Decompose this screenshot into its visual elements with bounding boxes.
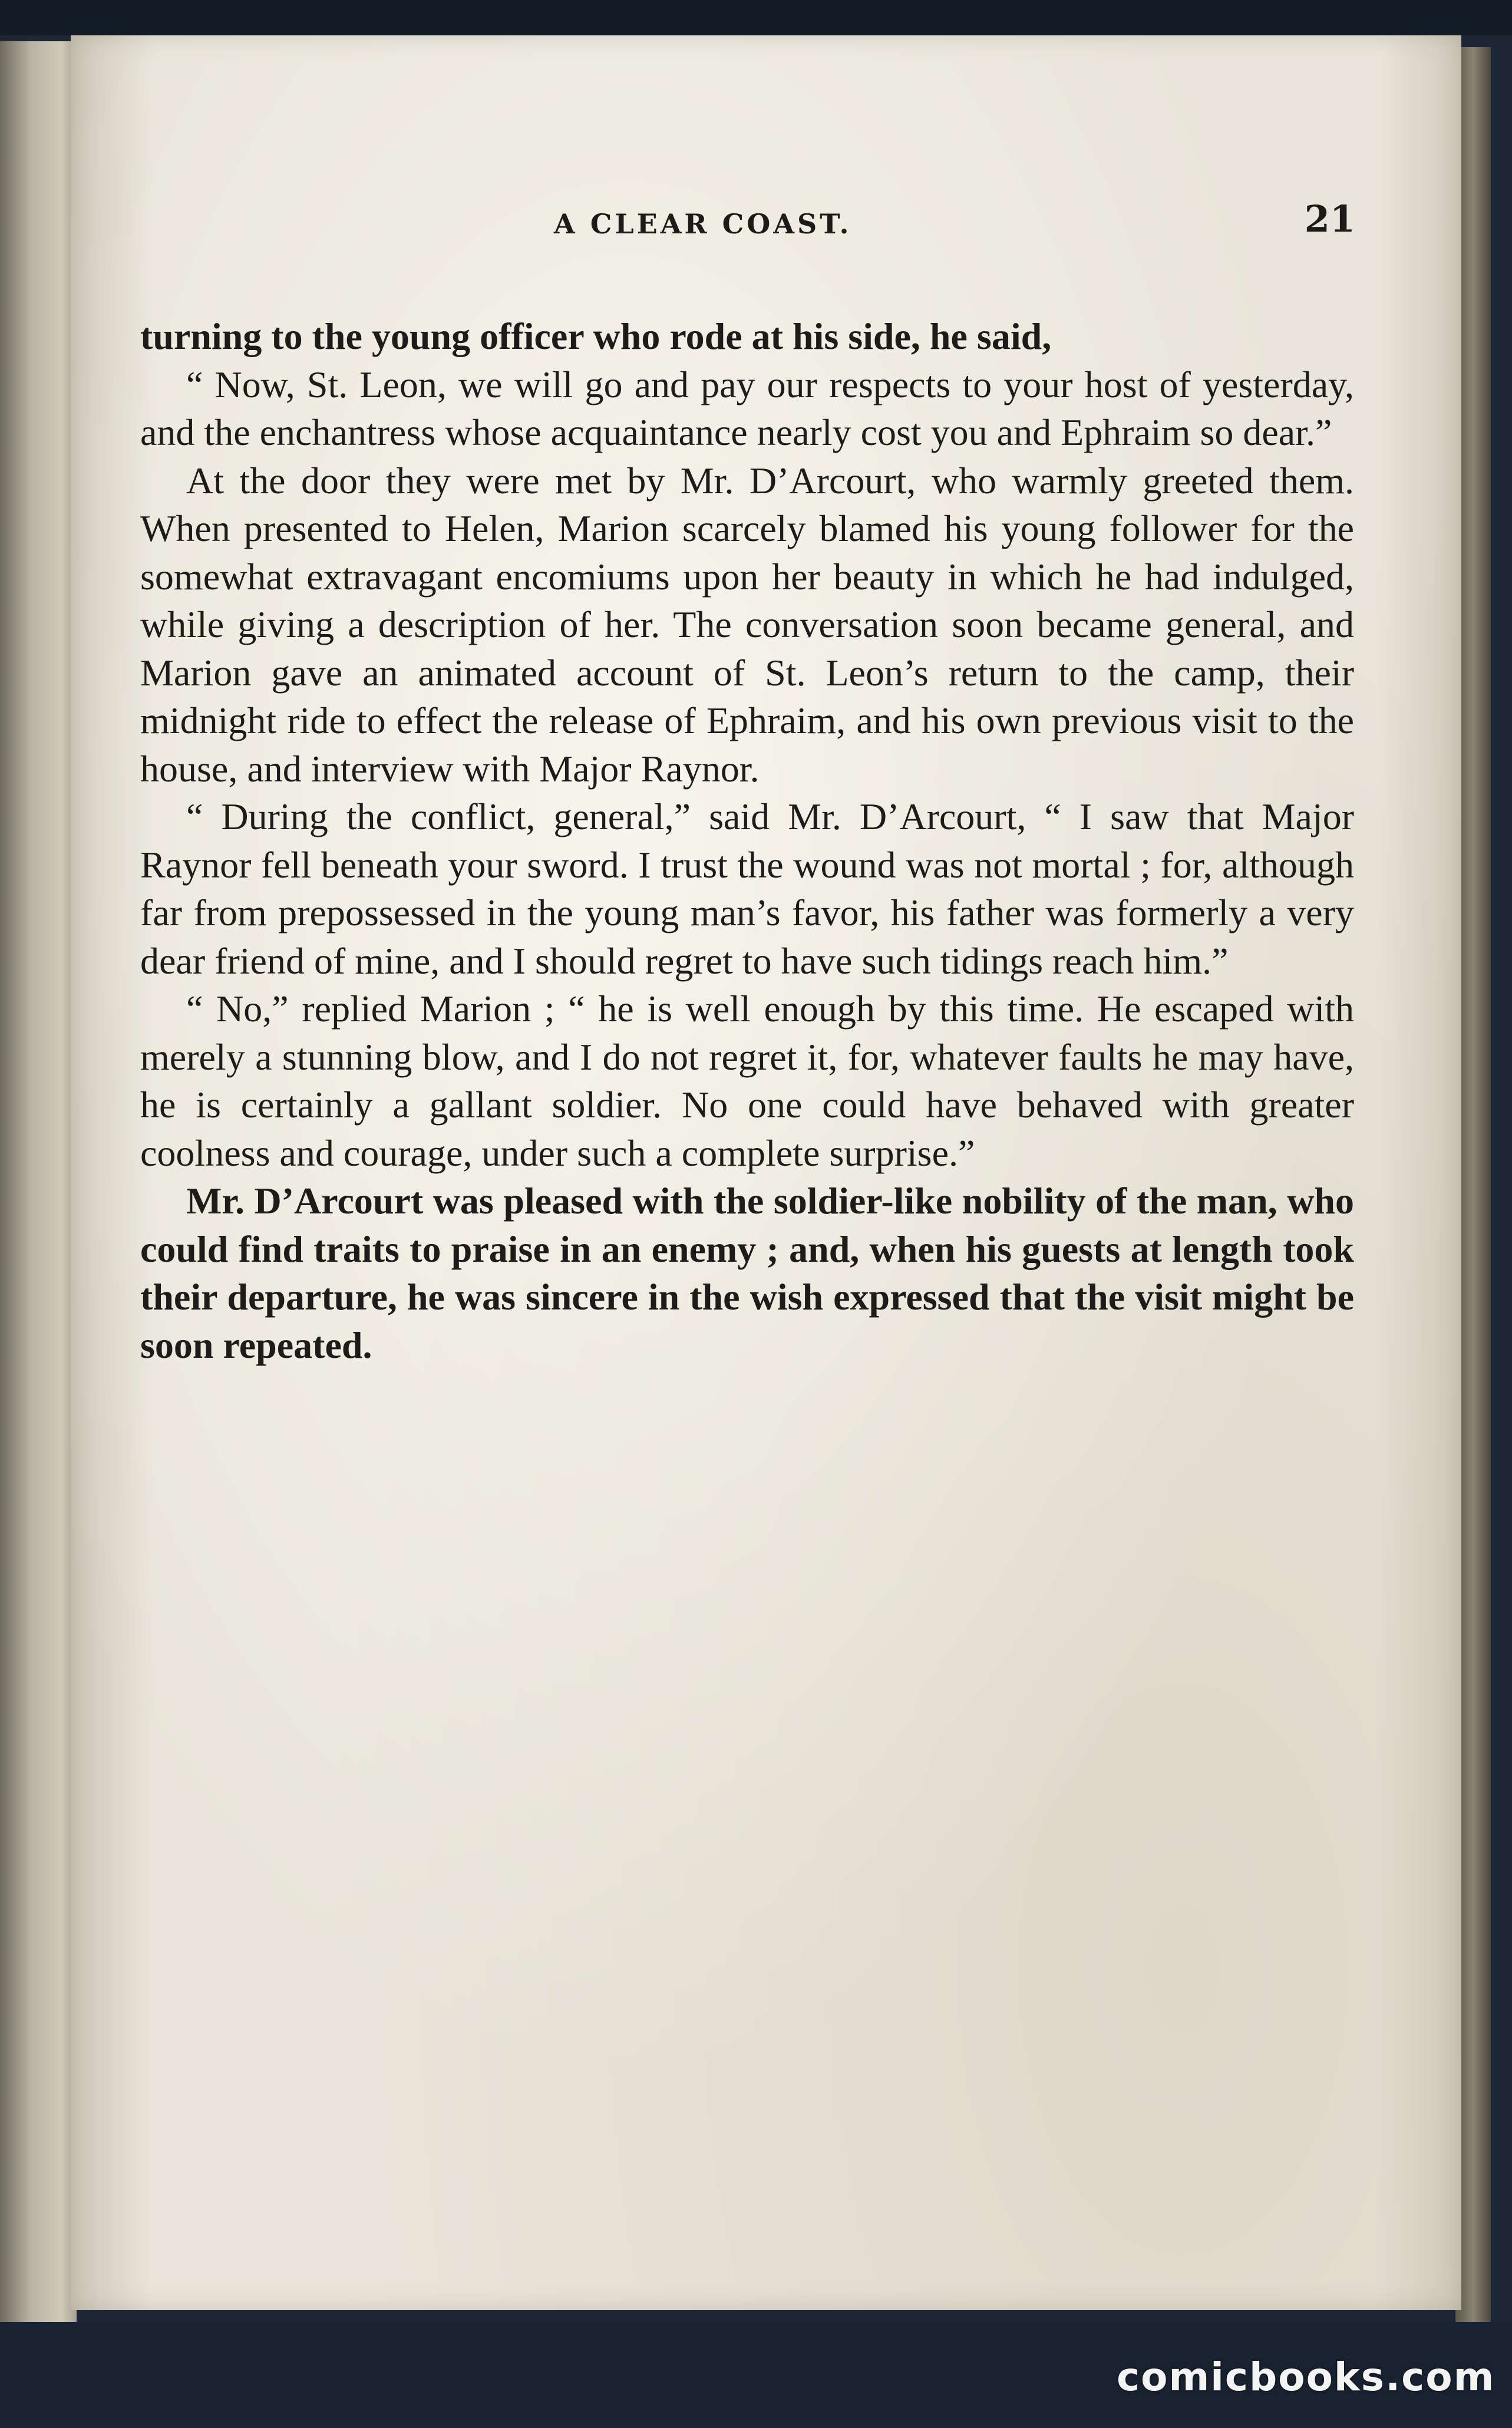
paragraph: “ No,” replied Marion ; “ he is well enough by this time. He escaped with merely a stunning blow, and I do not regret it, for, whatever faults he may have, he is certainly a gallant soldier. No one could have behaved with greater coolness and courage, under such a complete surprise.”: [140, 988, 1354, 1174]
page-header: [71, 197, 1461, 245]
left-page-edge: [0, 41, 77, 2328]
paragraph: At the door they were met by Mr. D’Arcourt, who warmly greeted them. When presented to Helen, Marion scarcely blamed his young follower for the somewhat extravagant encomiums upon her beauty in which he had indulged, while giving a description of her. The conversation soon became general, and Marion gave an animated account of St. Leon’s return to the camp, their midnight ride to effect the release of Ephraim, and his own previous visit to the house, and interview with Major Raynor.: [140, 459, 1354, 790]
site-watermark: comicbooks.com: [1117, 2354, 1496, 2400]
bleed-line: [159, 1862, 1355, 1909]
book-page: [71, 35, 1461, 2310]
paragraph: turning to the young officer who rode at his side, he said,: [140, 315, 1052, 357]
reverse-side-bleed-through: [159, 1721, 1355, 1957]
bleed-line: [159, 1815, 1355, 1862]
bleed-line: [159, 1768, 1355, 1815]
body-text: [140, 312, 1354, 1369]
bleed-line: [159, 1721, 1355, 1768]
paragraph: Mr. D’Arcourt was pleased with the soldier-like nobility of the man, who could find traits to praise in an enemy ; and, when his guests at length took their departure, he was sincere in the wish expressed that the visit might be soon repeated.: [140, 1180, 1354, 1366]
page-number: 21: [1304, 197, 1355, 240]
paragraph: “ Now, St. Leon, we will go and pay our respects to your host of yesterday, and the enchantress whose acquaintance nearly cost you and Ephraim so dear.”: [140, 363, 1354, 453]
paragraph: “ During the conflict, general,” said Mr. D’Arcourt, “ I saw that Major Raynor fell beneath your sword. I trust the wound was not mortal ; for, although far from prepossessed in the young man’s favor, his father was formerly a very dear friend of mine, and I should regret to have such tidings reach him.”: [140, 796, 1354, 982]
bleed-line: [159, 1909, 1355, 1957]
running-head: A CLEAR COAST.: [554, 208, 852, 240]
scanner-edge-top: [0, 0, 1512, 35]
